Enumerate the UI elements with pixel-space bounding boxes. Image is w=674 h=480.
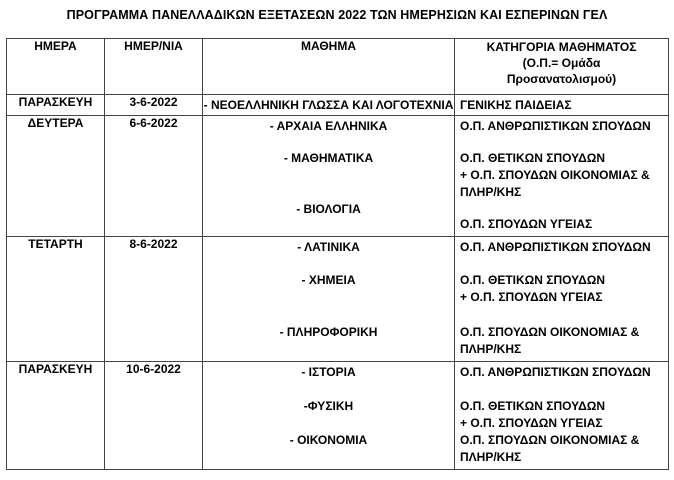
category-cell xyxy=(455,95,669,116)
subject-cell xyxy=(203,362,455,470)
category-item: ΠΛΗΡ/ΚΗΣ xyxy=(460,342,522,356)
category-item: + Ο.Π. ΣΠΟΥΔΩΝ ΟΙΚΟΝΟΜΙΑΣ & xyxy=(460,168,650,182)
category-item: Ο.Π. ΣΠΟΥΔΩΝ ΥΓΕΙΑΣ xyxy=(460,217,593,231)
table-row xyxy=(7,116,669,237)
category-item: ΠΛΗΡ/ΚΗΣ xyxy=(460,450,522,464)
category-cell xyxy=(455,237,669,362)
day-cell: ΔΕΥΤΕΡΑ xyxy=(7,116,105,237)
category-item: Ο.Π. ΑΝΘΡΩΠΙΣΤΙΚΩΝ ΣΠΟΥΔΩΝ xyxy=(460,119,651,133)
subject-cell xyxy=(203,95,455,116)
subject-item: - ΑΡΧΑΙΑ ΕΛΛΗΝΙΚΑ xyxy=(269,119,388,133)
day-cell: ΤΕΤΑΡΤΗ xyxy=(7,237,105,362)
category-item: Ο.Π. ΘΕΤΙΚΩΝ ΣΠΟΥΔΩΝ xyxy=(460,151,605,165)
header-category xyxy=(455,39,669,95)
table-row xyxy=(7,237,669,362)
category-item: Ο.Π. ΘΕΤΙΚΩΝ ΣΠΟΥΔΩΝ xyxy=(460,399,605,413)
category-item: ΠΛΗΡ/ΚΗΣ xyxy=(460,185,522,199)
header-category-line: (Ο.Π.= Ομάδα xyxy=(522,56,601,70)
date-cell: 10-6-2022 xyxy=(105,362,203,470)
day-cell: ΠΑΡΑΣΚΕΥΗ xyxy=(7,95,105,116)
subject-item: - ΝΕΟΕΛΛΗΝΙΚΗ ΓΛΩΣΣΑ ΚΑΙ ΛΟΓΟΤΕΧΝΙΑ xyxy=(203,98,454,112)
category-item: Ο.Π. ΑΝΘΡΩΠΙΣΤΙΚΩΝ ΣΠΟΥΔΩΝ xyxy=(460,240,651,254)
header-day: ΗΜΕΡΑ xyxy=(7,39,105,95)
category-item: Ο.Π. ΣΠΟΥΔΩΝ ΟΙΚΟΝΟΜΙΑΣ & xyxy=(460,325,640,339)
subject-item: - ΠΛΗΡΟΦΟΡΙΚΗ xyxy=(279,325,378,339)
category-item: Ο.Π. ΘΕΤΙΚΩΝ ΣΠΟΥΔΩΝ xyxy=(460,273,605,287)
table-header-row xyxy=(7,39,669,95)
subject-item: - ΛΑΤΙΝΙΚΑ xyxy=(297,240,360,254)
date-cell: 8-6-2022 xyxy=(105,237,203,362)
table-row xyxy=(7,95,669,116)
category-item: + Ο.Π. ΣΠΟΥΔΩΝ ΥΓΕΙΑΣ xyxy=(460,416,603,430)
header-subject: ΜΑΘΗΜΑ xyxy=(203,39,455,95)
subject-item: - ΟΙΚΟΝΟΜΙΑ xyxy=(289,433,368,447)
subject-cell xyxy=(203,116,455,237)
header-category-line: ΚΑΤΗΓΟΡΙΑ ΜΑΘΗΜΑΤΟΣ xyxy=(486,40,637,54)
subject-item: - ΒΙΟΛΟΓΙΑ xyxy=(296,202,361,216)
page-title: ΠΡΟΓΡΑΜΜΑ ΠΑΝΕΛΛΑΔΙΚΩΝ ΕΞΕΤΑΣΕΩΝ 2022 ΤΩΝ ΗΜΕΡΗΣΙΩΝ ΚΑΙ ΕΣΠΕΡΙΝΩΝ ΓΕΛ xyxy=(66,8,608,22)
subject-item: - ΧΗΜΕΙΑ xyxy=(301,273,356,287)
table-row xyxy=(7,362,669,470)
category-item: + Ο.Π. ΣΠΟΥΔΩΝ ΥΓΕΙΑΣ xyxy=(460,290,603,304)
date-cell: 3-6-2022 xyxy=(105,95,203,116)
exam-schedule-table xyxy=(6,38,669,470)
category-item: Ο.Π. ΑΝΘΡΩΠΙΣΤΙΚΩΝ ΣΠΟΥΔΩΝ xyxy=(460,365,651,379)
date-cell: 6-6-2022 xyxy=(105,116,203,237)
category-cell xyxy=(455,116,669,237)
category-item: ΓΕΝΙΚΗΣ ΠΑΙΔΕΙΑΣ xyxy=(460,98,572,112)
subject-item: - ΙΣΤΟΡΙΑ xyxy=(301,365,356,379)
subject-cell xyxy=(203,237,455,362)
subject-item: -ΦΥΣΙΚΗ xyxy=(303,399,354,413)
category-item: Ο.Π. ΣΠΟΥΔΩΝ ΟΙΚΟΝΟΜΙΑΣ & xyxy=(460,433,640,447)
category-cell xyxy=(455,362,669,470)
day-cell: ΠΑΡΑΣΚΕΥΗ xyxy=(7,362,105,470)
header-category-line: Προσανατολισμού) xyxy=(506,72,617,86)
subject-item: - ΜΑΘΗΜΑΤΙΚΑ xyxy=(283,151,374,165)
header-date: ΗΜΕΡ/ΝΙΑ xyxy=(105,39,203,95)
